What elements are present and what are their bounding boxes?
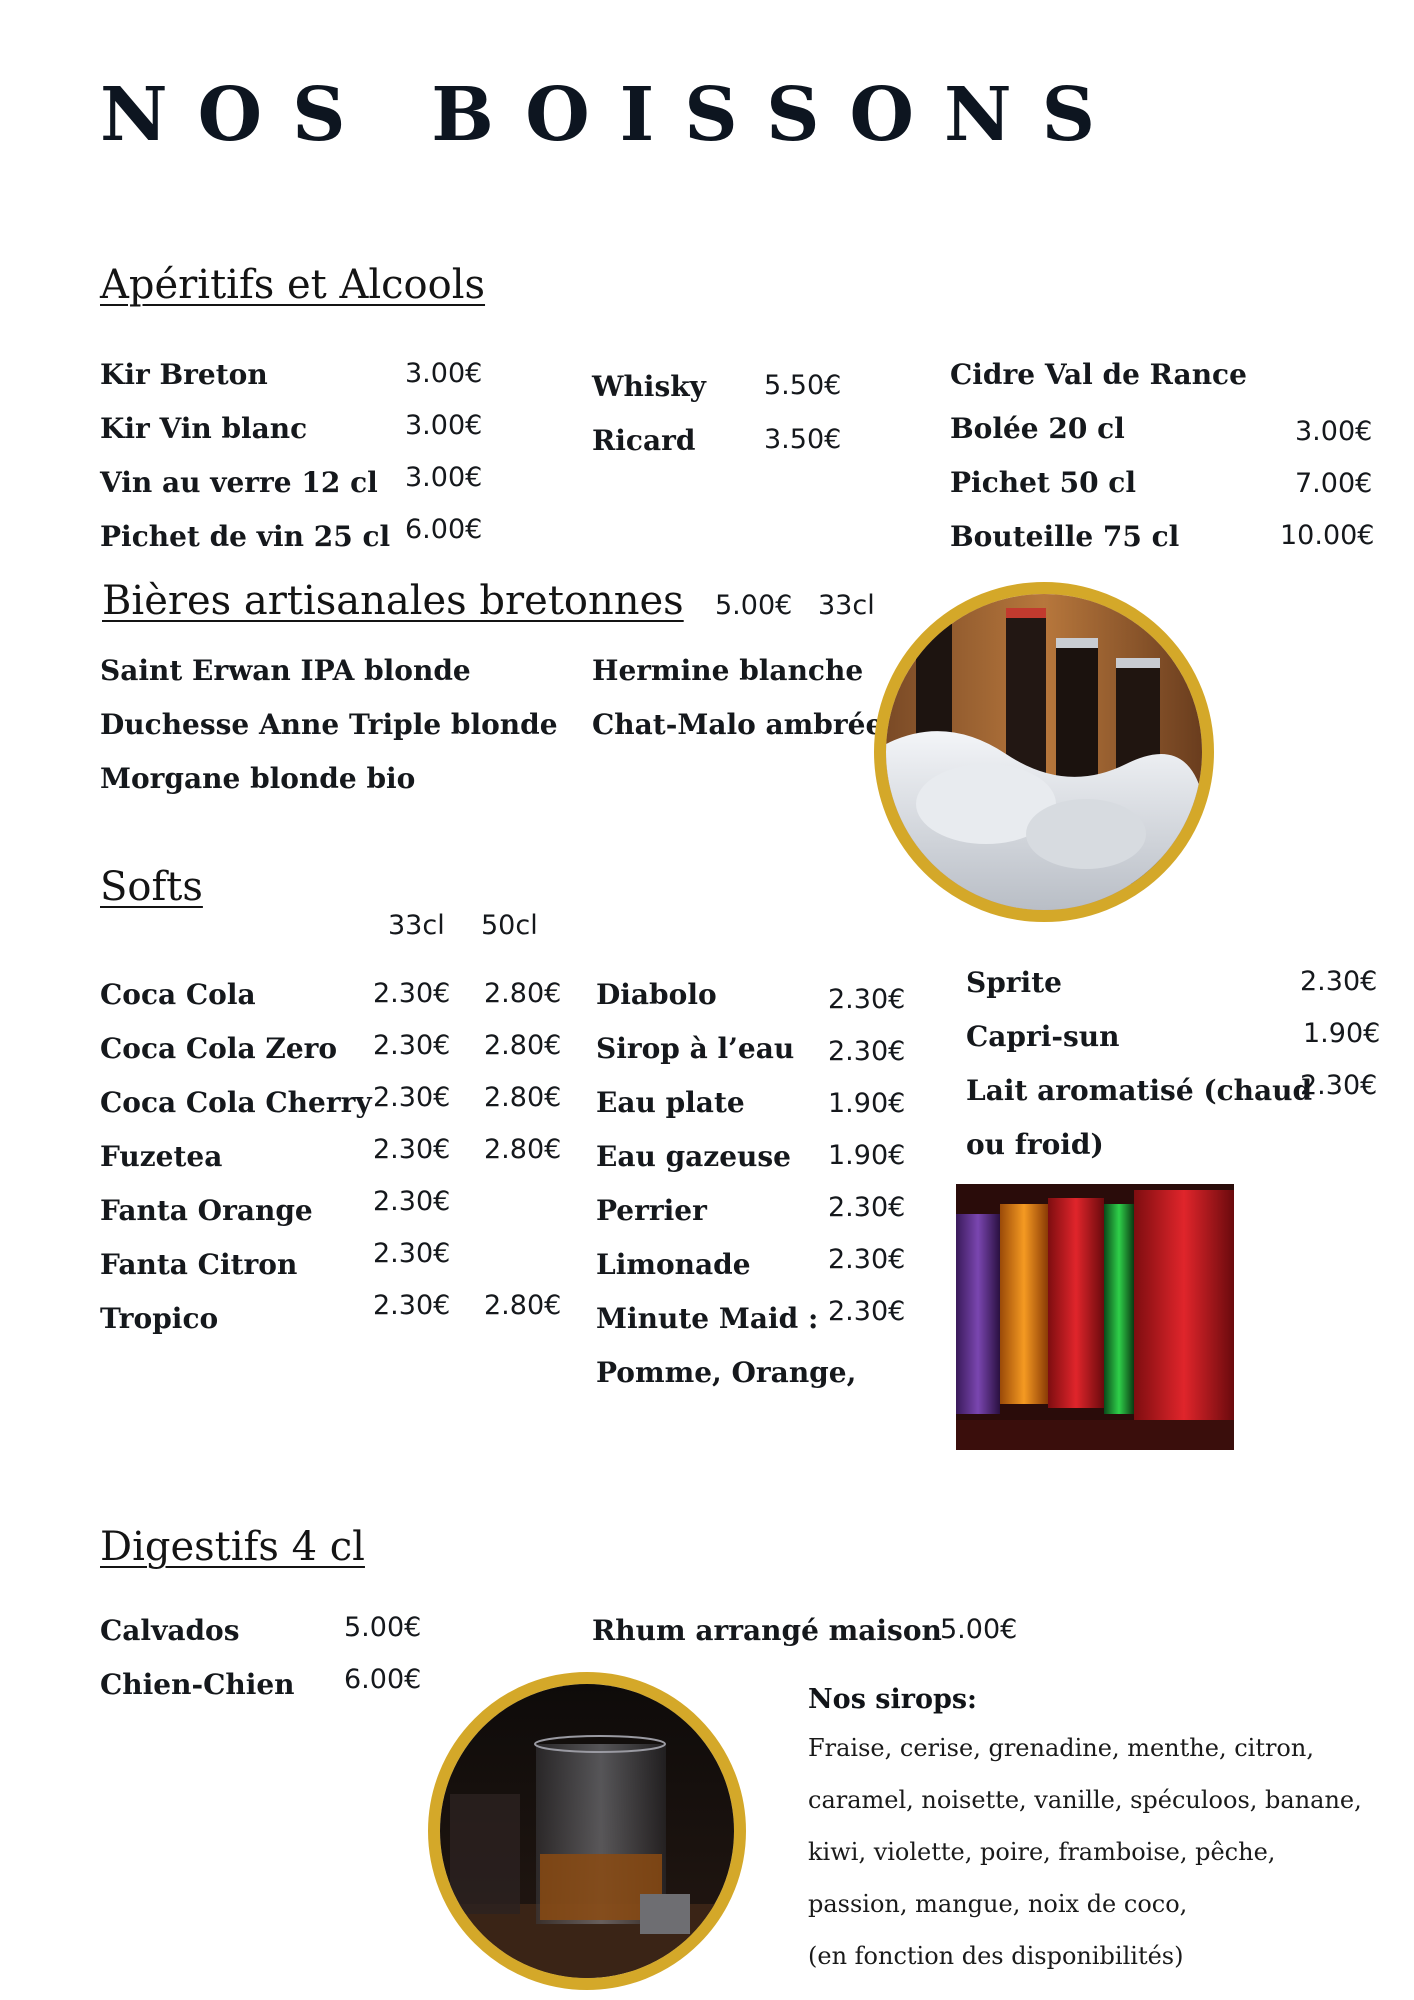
- beer-item: Hermine blanche: [592, 654, 864, 687]
- soft-price-50: 2.80€: [484, 1290, 562, 1321]
- soft-item-name: Coca Cola Zero: [100, 1032, 338, 1065]
- digestif-item-price: 5.00€: [344, 1612, 422, 1643]
- digestif-item-name: Chien-Chien: [100, 1668, 295, 1701]
- section-heading-softs: Softs: [100, 864, 203, 910]
- soft-item-name: Fanta Citron: [100, 1248, 298, 1281]
- menu-item-price: 10.00€: [1280, 520, 1375, 551]
- soft-price-33: 2.30€: [373, 1082, 451, 1113]
- bieres-price: 5.00€: [715, 590, 793, 621]
- soft-price-50: 2.80€: [484, 1030, 562, 1061]
- soft-item-price: 2.30€: [828, 1036, 906, 1067]
- menu-item-price: 3.00€: [405, 410, 483, 441]
- menu-item-price: 3.00€: [405, 462, 483, 493]
- soft-item-name: Fuzetea: [100, 1140, 223, 1173]
- soft-item-price: 2.30€: [1300, 966, 1378, 997]
- soft-price-33: 2.30€: [373, 1030, 451, 1061]
- menu-item-name: Bolée 20 cl: [950, 412, 1125, 445]
- size-header-33cl: 33cl: [388, 910, 445, 941]
- menu-item-name: Whisky: [592, 370, 706, 403]
- soft-item-name: Capri-sun: [966, 1020, 1120, 1053]
- soft-item-name: Diabolo: [596, 978, 717, 1011]
- soft-item-name: Tropico: [100, 1302, 219, 1335]
- sirops-line: (en fonction des disponibilités): [808, 1942, 1184, 1970]
- soft-item-name: Lait aromatisé (chaud: [966, 1074, 1313, 1107]
- soft-item-price: 1.90€: [828, 1088, 906, 1119]
- beer-photo: [874, 582, 1214, 922]
- menu-item-name: Kir Vin blanc: [100, 412, 308, 445]
- soft-item-name: Coca Cola Cherry: [100, 1086, 372, 1119]
- soft-price-50: 2.80€: [484, 978, 562, 1009]
- soft-item-price: 1.90€: [1303, 1018, 1381, 1049]
- soft-price-33: 2.30€: [373, 1238, 451, 1269]
- sirops-line: passion, mangue, noix de coco,: [808, 1890, 1188, 1918]
- beer-item: Morgane blonde bio: [100, 762, 416, 795]
- soft-item-name: Sirop à l’eau: [596, 1032, 795, 1065]
- lait-note: ou froid): [966, 1128, 1104, 1161]
- section-heading-digestifs: Digestifs 4 cl: [100, 1524, 365, 1570]
- menu-item-name: Ricard: [592, 424, 696, 457]
- soft-price-50: 2.80€: [484, 1082, 562, 1113]
- soft-item-name: Perrier: [596, 1194, 707, 1227]
- soft-item-name: Coca Cola: [100, 978, 256, 1011]
- beer-item: Chat-Malo ambrée: [592, 708, 884, 741]
- soft-item-name: Eau gazeuse: [596, 1140, 791, 1173]
- soft-item-name: Fanta Orange: [100, 1194, 313, 1227]
- soft-item-price: 1.90€: [828, 1140, 906, 1171]
- soft-item-name: Minute Maid :: [596, 1302, 819, 1335]
- menu-item-price: 3.50€: [764, 424, 842, 455]
- bieres-volume: 33cl: [818, 590, 875, 621]
- soft-item-price: 2.30€: [828, 1244, 906, 1275]
- sirops-line: caramel, noisette, vanille, spéculoos, banane,: [808, 1786, 1362, 1814]
- soft-price-33: 2.30€: [373, 1134, 451, 1165]
- soft-item-name: Sprite: [966, 966, 1062, 999]
- cidre-title: Cidre Val de Rance: [950, 358, 1247, 391]
- menu-item-name: Vin au verre 12 cl: [100, 466, 378, 499]
- digestif-item-name: Calvados: [100, 1614, 240, 1647]
- soft-item-name: Limonade: [596, 1248, 751, 1281]
- section-heading-aperitifs: Apéritifs et Alcools: [100, 262, 486, 308]
- sirops-line: kiwi, violette, poire, framboise, pêche,: [808, 1838, 1276, 1866]
- soft-item-price: 2.30€: [828, 984, 906, 1015]
- menu-item-name: Pichet de vin 25 cl: [100, 520, 391, 553]
- sirops-line: Fraise, cerise, grenadine, menthe, citron,: [808, 1734, 1314, 1762]
- menu-item-price: 7.00€: [1295, 468, 1373, 499]
- soft-item-price: 2.30€: [828, 1296, 906, 1327]
- soft-price-50: 2.80€: [484, 1134, 562, 1165]
- soft-price-33: 2.30€: [373, 1186, 451, 1217]
- whisky-photo: [428, 1672, 746, 1990]
- soft-item-price: 2.30€: [828, 1192, 906, 1223]
- digestif-item-price: 6.00€: [344, 1664, 422, 1695]
- beer-item: Duchesse Anne Triple blonde: [100, 708, 558, 741]
- digestif-item-price: 5.00€: [940, 1614, 1018, 1645]
- soft-item-name: Eau plate: [596, 1086, 745, 1119]
- menu-item-price: 3.00€: [1295, 416, 1373, 447]
- menu-item-name: Kir Breton: [100, 358, 268, 391]
- size-header-50cl: 50cl: [481, 910, 538, 941]
- soft-price-33: 2.30€: [373, 978, 451, 1009]
- beer-item: Saint Erwan IPA blonde: [100, 654, 471, 687]
- menu-item-name: Pichet 50 cl: [950, 466, 1136, 499]
- soft-price-33: 2.30€: [373, 1290, 451, 1321]
- menu-item-name: Bouteille 75 cl: [950, 520, 1180, 553]
- menu-item-price: 6.00€: [405, 514, 483, 545]
- page-title: NOS BOISSONS: [100, 72, 1126, 158]
- sirops-title: Nos sirops:: [808, 1684, 978, 1715]
- section-heading-bieres: Bières artisanales bretonnes: [102, 578, 684, 624]
- soft-item-price: 2.30€: [1300, 1070, 1378, 1101]
- minute-maid-flavours: Pomme, Orange,: [596, 1356, 857, 1389]
- menu-item-price: 3.00€: [405, 358, 483, 389]
- soda-cans-photo: [956, 1184, 1234, 1450]
- menu-item-price: 5.50€: [764, 370, 842, 401]
- digestif-item-name: Rhum arrangé maison: [592, 1614, 942, 1647]
